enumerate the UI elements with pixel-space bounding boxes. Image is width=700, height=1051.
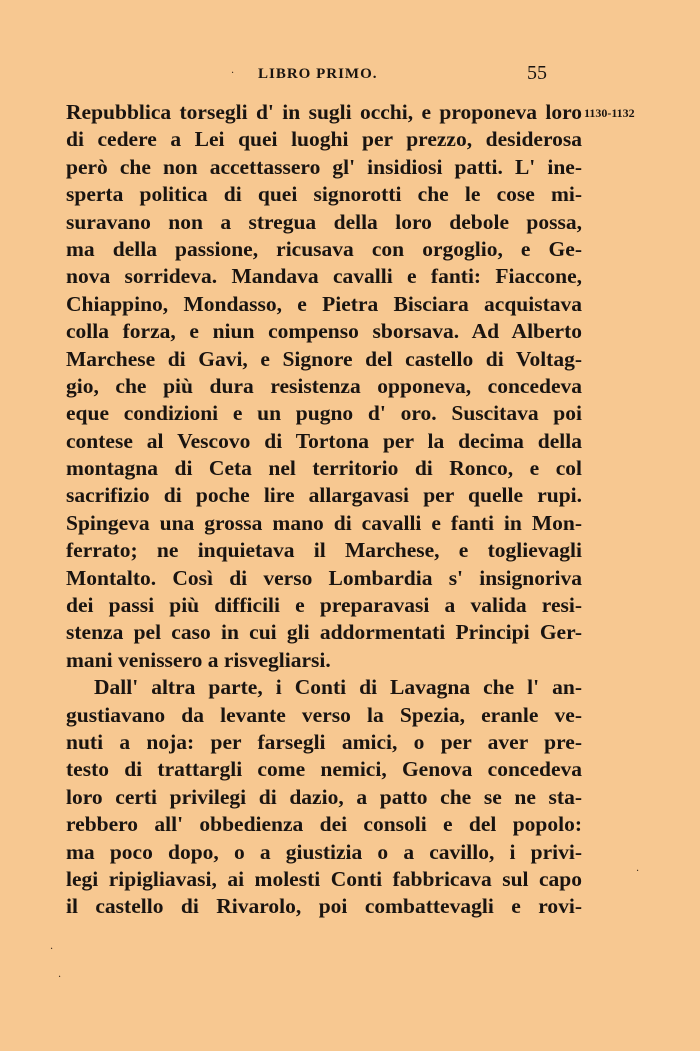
text-line: colla forza, e niun compenso sborsava. Ad Alberto bbox=[66, 319, 582, 344]
text-line: legi ripigliavasi, ai molesti Conti fabbricava sul capo bbox=[66, 866, 582, 891]
text-line: sperta politica di quei signorotti che le cose mi- bbox=[66, 182, 582, 207]
text-line: gio, che più dura resistenza opponeva, concedeva bbox=[66, 373, 582, 398]
text-line: Marchese di Gavi, e Signore del castello di Voltag- bbox=[66, 346, 582, 371]
text-line: ma poco dopo, o a giustizia o a cavillo, i privi- bbox=[66, 839, 582, 864]
text-line: Dall' altra parte, i Conti di Lavagna che l' an- bbox=[94, 675, 582, 700]
text-line: testo di trattargli come nemici, Genova concedeva bbox=[66, 757, 582, 782]
text-line: dei passi più difficili e preparavasi a valida resi- bbox=[66, 593, 582, 618]
text-line: Spingeva una grossa mano di cavalli e fanti in Mon- bbox=[66, 510, 582, 535]
text-line: mani venissero a risvegliarsi. bbox=[66, 647, 331, 672]
text-line: però che non accettassero gl' insidiosi patti. L' ine- bbox=[66, 154, 582, 179]
text-line: suravano non a stregua della loro debole possa, bbox=[66, 209, 582, 234]
text-line: Montalto. Così di verso Lombardia s' insignoriva bbox=[66, 565, 582, 590]
text-line: gustiavano da levante verso la Spezia, eranle ve- bbox=[66, 702, 582, 727]
text-line: il castello di Rivarolo, poi combattevagli e rovi- bbox=[66, 894, 582, 919]
text-line: Chiappino, Mondasso, e Pietra Bisciara acquistava bbox=[66, 291, 582, 316]
body-text bbox=[66, 99, 582, 921]
speck-mark: · bbox=[231, 68, 235, 79]
text-line: di cedere a Lei quei luoghi per prezzo, desiderosa bbox=[66, 127, 582, 152]
text-line: nova sorrideva. Mandava cavalli e fanti: Fiaccone, bbox=[66, 264, 582, 289]
text-line: stenza pel caso in cui gli addormentati Principi Ger- bbox=[66, 620, 582, 645]
running-head: LIBRO PRIMO. bbox=[258, 66, 378, 82]
text-line: eque condizioni e un pugno d' oro. Suscitava poi bbox=[66, 401, 582, 426]
speck-mark: · bbox=[636, 866, 640, 877]
text-line: ferrato; ne inquietava il Marchese, e toglievagli bbox=[66, 538, 582, 563]
text-line: loro certi privilegi di dazio, a patto che se ne sta- bbox=[66, 784, 582, 809]
text-line: contese al Vescovo di Tortona per la decima della bbox=[66, 428, 582, 453]
text-line: montagna di Ceta nel territorio di Ronco, e col bbox=[66, 456, 582, 481]
speck-mark: · bbox=[58, 972, 62, 983]
paragraph-2 bbox=[66, 674, 582, 921]
text-line: sacrifizio di poche lire allargavasi per quelle rupi. bbox=[66, 483, 582, 508]
text-line: rebbero all' obbedienza dei consoli e del popolo: bbox=[66, 812, 582, 837]
margin-date-note: 1130-1132 bbox=[584, 106, 635, 120]
paragraph-1 bbox=[66, 99, 582, 674]
text-line: Repubblica torsegli d' in sugli occhi, e proponeva loro bbox=[66, 100, 582, 124]
text-line: ma della passione, ricusava con orgoglio, e Ge- bbox=[66, 236, 582, 261]
page-number: 55 bbox=[527, 62, 547, 84]
page-header bbox=[0, 62, 700, 92]
text-line: nuti a noja: per farsegli amici, o per aver pre- bbox=[66, 729, 582, 754]
speck-mark: · bbox=[50, 944, 54, 955]
